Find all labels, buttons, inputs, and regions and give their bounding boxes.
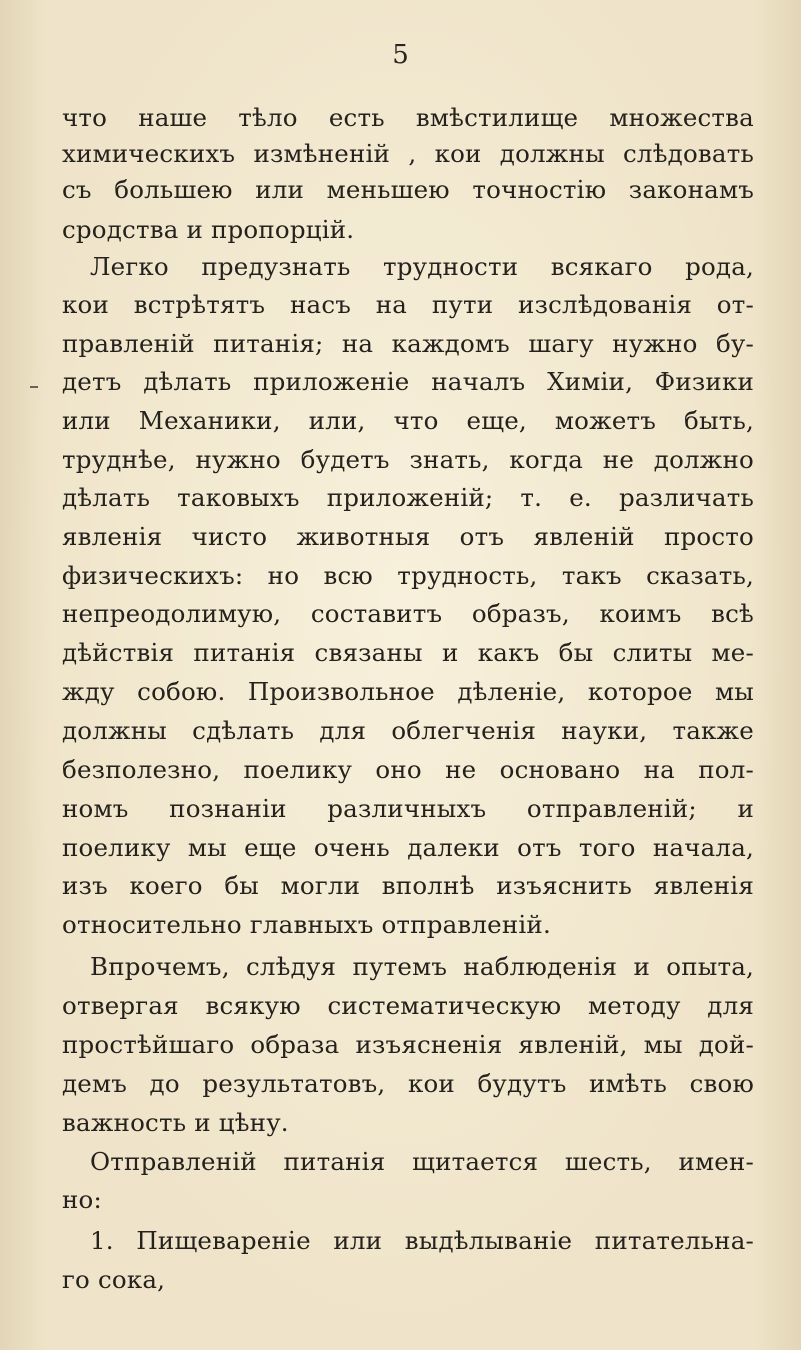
text-line: жду собою. Произвольное дѣленіе, которое мы — [62, 677, 754, 706]
text-line: сродства и пропорцій. — [62, 215, 355, 244]
text-line: правленій питанія; на каждомъ шагу нужно бу- — [62, 329, 754, 358]
text-line: простѣйшаго образа изъясненія явленій, мы дой- — [62, 1030, 754, 1059]
text-line: номъ познаніи различныхъ отправленій; и — [62, 794, 754, 823]
text-line: непреодолимую, составитъ образъ, коимъ всѣ — [62, 599, 754, 628]
text-line: труднѣе, нужно будетъ знать, когда не должно — [62, 445, 754, 474]
text-line: дѣлать таковыхъ приложеній; т. е. различать — [62, 483, 754, 512]
text-line: или Механики, или, что еще, можетъ быть, — [62, 406, 754, 435]
text-line: явленія чисто животныя отъ явленій просто — [62, 522, 754, 551]
margin-mark — [30, 386, 38, 388]
text-line: должны сдѣлать для облегченія науки, также — [62, 716, 754, 745]
paragraph-start-line: Легко предузнать трудности всякаго рода, — [90, 252, 754, 281]
text-line: поелику мы еще очень далеки отъ того начала, — [62, 833, 754, 862]
text-line: важность и цѣну. — [62, 1108, 289, 1137]
text-line: безполезно, поелику оно не основано на пол- — [62, 755, 754, 784]
text-line: детъ дѣлать приложеніе началъ Химіи, Физики — [62, 367, 754, 396]
text-line: что наше тѣло есть вмѣстилище множества — [62, 103, 754, 132]
text-line: физическихъ: но всю трудность, такъ сказать, — [62, 561, 754, 590]
text-line: химическихъ измѣненій , кои должны слѣдовать — [62, 139, 754, 168]
text-line: относительно главныхъ отправленій. — [62, 910, 551, 939]
text-line: отвергая всякую систематическую методу для — [62, 991, 754, 1020]
text-line: кои встрѣтятъ насъ на пути изслѣдованія от- — [62, 290, 754, 319]
page-number: 5 — [392, 40, 409, 70]
text-line: демъ до результатовъ, кои будутъ имѣть свою — [62, 1069, 754, 1098]
text-line: но: — [62, 1185, 102, 1214]
list-item-line: 1. Пищевареніе или выдѣлываніе питательна- — [90, 1226, 754, 1255]
text-line: го сока, — [62, 1265, 166, 1294]
paragraph-start-line: Отправленій питанія щитается шесть, имен- — [90, 1147, 754, 1176]
text-line: съ большею или меньшею точностію законамъ — [62, 175, 754, 204]
text-line: изъ коего бы могли вполнѣ изъяснить явленія — [62, 871, 754, 900]
text-line: дѣйствія питанія связаны и какъ бы слиты ме- — [62, 638, 754, 667]
paragraph-start-line: Впрочемъ, слѣдуя путемъ наблюденія и опыта, — [90, 952, 754, 981]
